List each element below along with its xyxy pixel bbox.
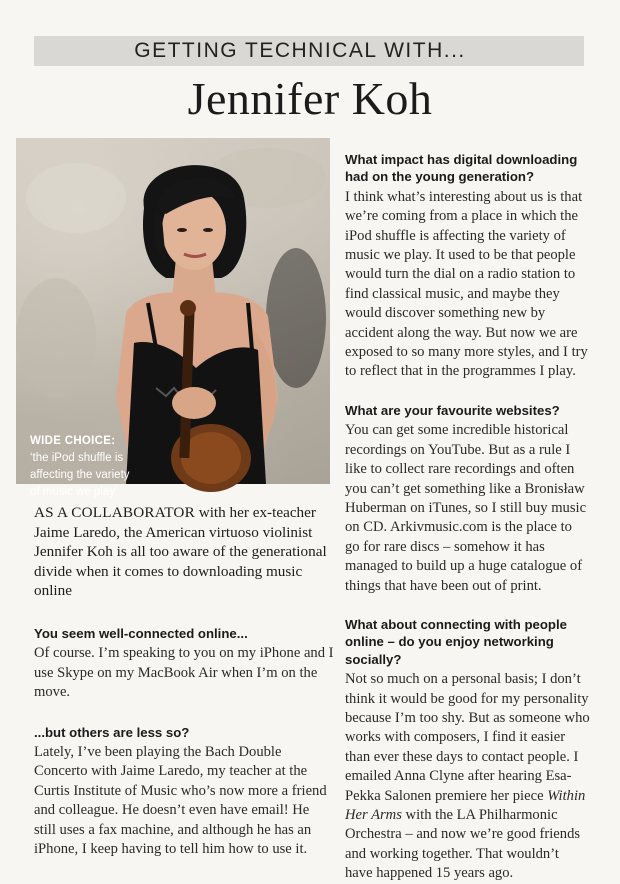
section-kicker: GETTING TECHNICAL WITH...	[134, 39, 466, 62]
portrait-photo	[16, 138, 330, 498]
answer-paragraph: I think what’s interesting about us is that we’re coming from a place in which the iPod shuffle is affecting the variety of music we play. It used to be that people would turn the dial on a radio station to find classical music, and maybe they would discover something new by accident along the way. But now we are exposed to so many more styles, and I try to reflect that in the programmes I play.	[345, 188, 588, 380]
answer-text: Not so much on a personal basis; I don’t think it would be good for my personality because I’m too shy. But as someone who works with composers, I find it easier than ever these days to contact people. I emailed Anna Clyne after hearing Esa-Pekka Salonen premiere her piece	[345, 671, 590, 804]
answer-paragraph: You can get some incredible historical recordings on YouTube. But as a rule I like to collect rare recordings and often you can’t get something like a Bronisław Huberman on iTunes, so I still buy music on CD. Arkivmusic.com is the place to go for rare discs – somehow it has managed to build up a huge catalogue of things that have been out of print.	[345, 422, 587, 594]
intro-paragraph	[34, 503, 334, 601]
answer-paragraph: Of course. I’m speaking to you on my iPhone and I use Skype on my MacBook Air when I’m on the move.	[34, 645, 334, 701]
answer-text: with the LA Philharmonic Orchestra – and now we’re good friends and working together. That wouldn’t have happened 15 years ago.	[345, 807, 581, 882]
piece-title: Within Her Arms	[345, 787, 586, 823]
right-column	[345, 151, 590, 884]
photo-caption	[30, 433, 130, 501]
answer-paragraph: Lately, I’ve been playing the Bach Double Concerto with Jaime Laredo, my teacher at the Curtis Institute of Music who’s now more a friend and colleague. He doesn’t even have email! He still uses a fax machine, and although he has an iPhone, I keep having to tell him how to use it.	[34, 744, 327, 858]
caption-head: WIDE CHOICE:	[30, 435, 116, 447]
intro-text: with her ex-teacher Jaime Laredo, the American virtuoso violinist Jennifer Koh is all too aware of the generational divide when it comes to downloading music online	[34, 504, 327, 600]
question-heading: What are your favourite websites?	[345, 402, 560, 418]
question-heading: What impact has digital downloading had on the young generation?	[345, 152, 578, 185]
left-column	[34, 503, 334, 859]
caption-line: of music we play’	[30, 486, 118, 498]
answer-paragraph	[345, 670, 590, 883]
caption-line: affecting the variety	[30, 469, 130, 481]
article-title: Jennifer Koh	[187, 73, 433, 124]
intro-lead: AS A COLLABORATOR	[34, 504, 195, 521]
question-heading: ...but others are less so?	[34, 724, 190, 740]
caption-line: ‘the iPod shuffle is	[30, 452, 124, 464]
question-heading: What about connecting with people online – do you enjoy networking socially?	[345, 616, 567, 667]
kicker-bar	[34, 36, 584, 66]
question-heading: You seem well-connected online...	[34, 625, 248, 641]
